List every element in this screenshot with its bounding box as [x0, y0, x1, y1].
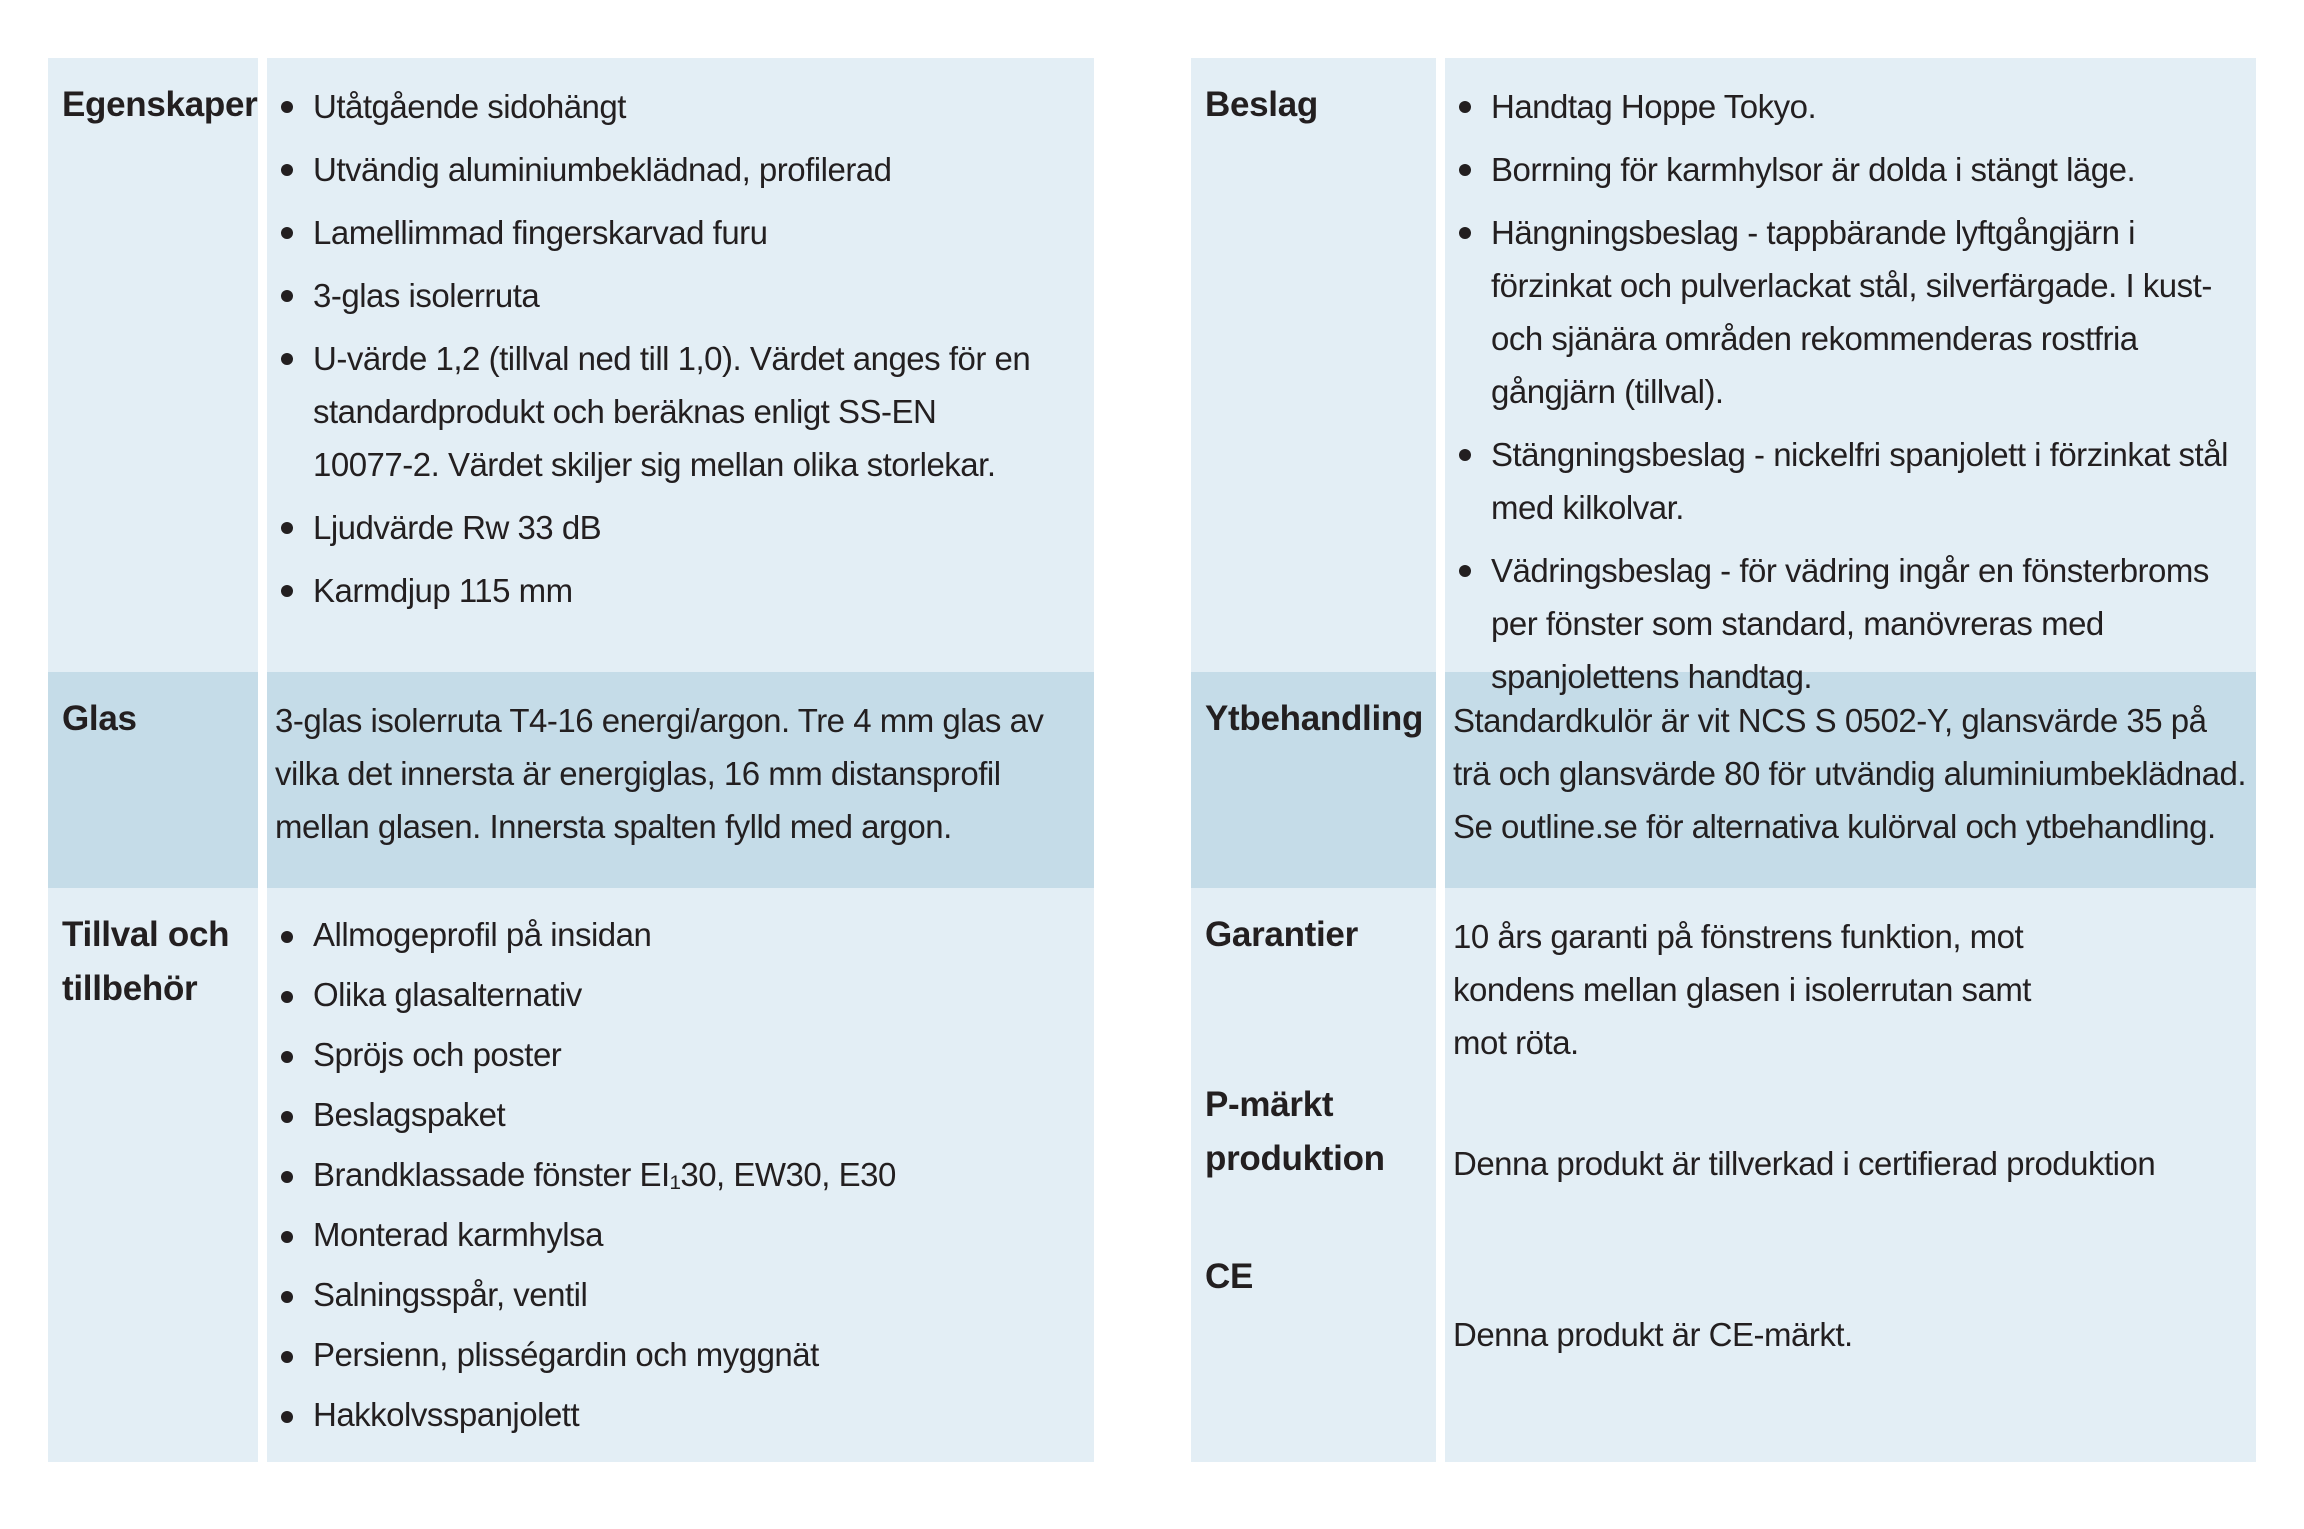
ce-label: CE	[1205, 1257, 1254, 1296]
tillval-label-text: Tillval och tillbehör	[62, 915, 230, 1008]
pmarkt-label: P-märkt produktion	[1205, 1085, 1385, 1178]
glas-text: 3-glas isolerruta T4-16 energi/argon. Tre 4 mm glas av vilka det innersta är energiglas, 16 mm distansprofil mellan glasen. Innersta spalten fylld med argon.	[275, 702, 1044, 845]
egenskaper-item: Ljudvärde Rw 33 dB	[275, 501, 953, 554]
garantier-label: Garantier	[1205, 915, 1358, 954]
glas-label-text: Glas	[62, 699, 137, 738]
ytbehandling-label-text: Ytbehandling	[1205, 699, 1424, 738]
left-spec-table	[48, 58, 1094, 1462]
egenskaper-item: U-värde 1,2 (tillval ned till 1,0). Värdet anges för en standardprodukt och beräknas enligt SS-EN 10077-2. Värdet skiljer sig mellan olika storlekar.	[275, 332, 1033, 491]
tillval-label	[48, 888, 258, 1462]
beslag-list	[1453, 80, 2246, 703]
egenskaper-content	[267, 58, 1094, 672]
tillval-item: Salningsspår, ventil	[275, 1270, 1084, 1320]
egenskaper-item: Karmdjup 115 mm	[275, 564, 953, 617]
egenskaper-list	[275, 80, 1084, 617]
beslag-label-text: Beslag	[1205, 85, 1318, 124]
tillval-item: Spröjs och poster	[275, 1030, 1084, 1080]
glas-content	[267, 672, 1094, 888]
garantier-text: 10 års garanti på fönstrens funktion, mot kondens mellan glasen i isolerrutan samt mot röta.	[1453, 918, 2031, 1061]
ytbehandling-text: Standardkulör är vit NCS S 0502-Y, glansvärde 35 på trä och glansvärde 80 för utvändig aluminiumbeklädnad.	[1453, 702, 2247, 792]
beslag-item: Borrning för karmhylsor är dolda i stängt läge.	[1453, 143, 2246, 196]
beslag-item: Hängningsbeslag - tappbärande lyftgångjärn i förzinkat och pulverlackat stål, silverfärgade. I kust- och sjänära områden rekommenderas rostfria gångjärn (tillval).	[1453, 206, 2246, 418]
tillval-item: Olika glasalternativ	[275, 970, 1084, 1020]
egenskaper-item: Utåtgående sidohängt	[275, 80, 953, 133]
egenskaper-item: Lamellimmad fingerskarvad furu	[275, 206, 953, 259]
egenskaper-label-text: Egenskaper	[62, 85, 258, 124]
ytbehandling-content	[1445, 672, 2256, 888]
garantier-content-cell	[1445, 888, 2256, 1462]
beslag-content	[1445, 58, 2256, 695]
egenskaper-item: Utvändig aluminiumbeklädnad, profilerad	[275, 143, 953, 196]
ce-text: Denna produkt är CE-märkt.	[1453, 1316, 1853, 1353]
ytbehandling-text-2: Se outline.se för alternativa kulörval och ytbehandling.	[1453, 808, 2216, 845]
right-spec-table	[1191, 58, 2256, 1462]
egenskaper-label	[48, 58, 258, 672]
pmarkt-text: Denna produkt är tillverkad i certifierad produktion	[1453, 1145, 2156, 1182]
egenskaper-item: 3-glas isolerruta	[275, 269, 953, 322]
tillval-list	[275, 910, 1084, 1440]
glas-label	[48, 672, 258, 888]
tillval-item: Allmogeprofil på insidan	[275, 910, 1084, 960]
garantier-label-cell	[1191, 888, 1436, 1462]
tillval-item: Beslagspaket	[275, 1090, 1084, 1140]
beslag-item: Stängningsbeslag - nickelfri spanjolett i förzinkat stål med kilkolvar.	[1453, 428, 2246, 534]
beslag-label	[1191, 58, 1436, 672]
beslag-item: Vädringsbeslag - för vädring ingår en fönsterbroms per fönster som standard, manövreras med spanjolettens handtag.	[1453, 544, 2246, 703]
tillval-content	[267, 888, 1094, 1462]
ytbehandling-label	[1191, 672, 1436, 888]
beslag-item: Handtag Hoppe Tokyo.	[1453, 80, 2246, 133]
tillval-item: Hakkolvsspanjolett	[275, 1390, 1084, 1440]
tillval-item: Monterad karmhylsa	[275, 1210, 1084, 1260]
tillval-item: Brandklassade fönster EI₁30, EW30, E30	[275, 1150, 1084, 1200]
tillval-item: Persienn, plisségardin och myggnät	[275, 1330, 1084, 1380]
